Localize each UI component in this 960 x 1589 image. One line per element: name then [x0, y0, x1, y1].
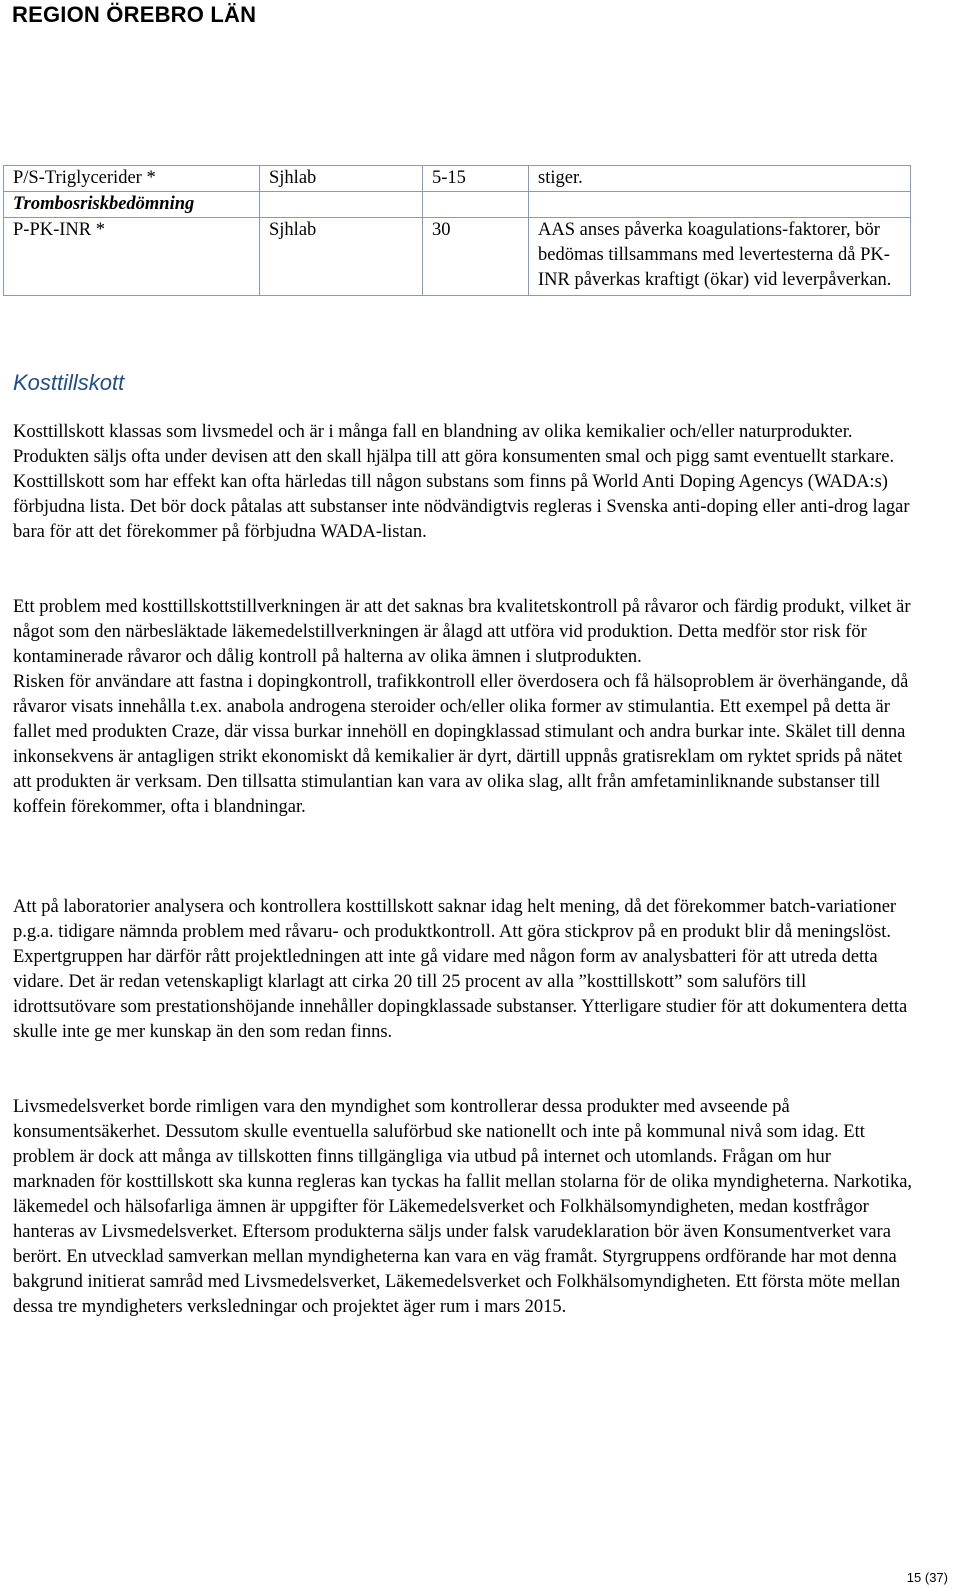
paragraph-1	[13, 420, 913, 545]
table-section-row	[4, 192, 911, 218]
page-number: 15 (37)	[906, 1570, 948, 1585]
table-row	[4, 166, 911, 192]
paragraph-text: Kosttillskott klassas som livsmedel och är i många fall en blandning av olika kemikalier och/eller naturprodukter. Produkten säljs ofta under devisen att den skall hjälpa till att göra konsumenten smal och pigg samt eventuellt starkare. Kosttillskott som har effekt kan ofta härledas till någon substans som finns på World Anti Doping Agencys (WADA:s) förbjudna lista. Det bör dock påtalas att substanser inte nödvändigtvis regleras i Svenska anti-doping eller anti-drog lagar bara för att det förekommer på förbjudna WADA-listan.	[13, 422, 910, 542]
lab-test-table	[3, 165, 911, 296]
empty-cell	[423, 192, 529, 218]
table-row	[4, 218, 911, 296]
time-cell: 30	[423, 218, 529, 296]
paragraph-3	[13, 895, 913, 1045]
comment-cell: stiger.	[529, 166, 911, 192]
time-cell: 5-15	[423, 166, 529, 192]
organization-header: REGION ÖREBRO LÄN	[12, 2, 257, 27]
paragraph-text: Ett problem med kosttillskottstillverkningen är att det saknas bra kvalitetskontroll på råvaror och färdig produkt, vilket är något som den närbesläktade läkemedelstillverkningen är ålagd att utföra vid produktion. Detta medför stor risk för kontaminerade råvaror och dålig kontroll på halterna av olika ämnen i slutprodukten.	[13, 597, 911, 667]
test-name-cell: P/S-Triglycerider *	[4, 166, 260, 192]
paragraph-text: Att på laboratorier analysera och kontrollera kosttillskott saknar idag helt mening, då det förekommer batch-variationer p.g.a. tidigare nämnda problem med råvaru- och produktkontroll. Att göra stickprov på en produkt blir då meningslöst. Expertgruppen har därför rått projektledningen att inte gå vidare med någon form av analysbatteri för att utreda detta vidare. Det är redan vetenskapligt klarlagt att cirka 20 till 25 procent av alla ”kosttillskott” som saluförs till idrottsutövare som prestationshöjande innehåller dopingklassade substanser. Ytterligare studier för att dokumentera detta skulle inte ge mer kunskap än den som redan finns.	[13, 897, 908, 1042]
section-heading: Kosttillskott	[13, 370, 125, 395]
paragraph-text: Livsmedelsverket borde rimligen vara den myndighet som kontrollerar dessa produkter med avseende på konsumentsäkerhet. Dessutom skulle eventuella saluförbud ske nationellt och inte på kommunal nivå som idag. Ett problem är dock att många av tillskotten finns tillgängliga via utbud på internet och utomlands. Frågan om hur marknaden för kosttillskott ska kunna regleras kan tyckas ha fallit mellan stolarna för de olika myndigheterna. Narkotika, läkemedel och hälsofarliga ämnen är uppgifter för Läkemedelsverket och Folkhälsomyndigheten, medan kostfrågor hanteras av Livsmedelsverket. Eftersom produkterna säljs under falsk varudeklaration bör även Konsumentverket vara berört. En utvecklad samverkan mellan myndigheterna kan vara en väg framåt. Styrgruppens ordförande har mot denna bakgrund initierat samråd med Livsmedelsverket, Läkemedelsverket och Folkhälsomyndigheten. Ett första möte mellan dessa tre myndigheters verksledningar och projektet äger rum i mars 2015.	[13, 1097, 913, 1317]
test-name-cell: P-PK-INR *	[4, 218, 260, 296]
comment-cell: AAS anses påverka koagulations-faktorer, bör bedömas tillsammans med levertesterna då PK-INR påverkas kraftigt (ökar) vid leverpåverkan.	[529, 218, 911, 296]
paragraph-4	[13, 1095, 913, 1320]
empty-cell	[260, 192, 423, 218]
lab-cell: Sjhlab	[260, 166, 423, 192]
lab-cell: Sjhlab	[260, 218, 423, 296]
paragraph-2	[13, 595, 913, 820]
paragraph-text: Risken för användare att fastna i dopingkontroll, trafikkontroll eller överdosera och få hälsoproblem är överhängande, då råvaror visats innehålla t.ex. anabola androgena steroider och/eller olika former av stimulantia. Ett exempel på detta är fallet med produkten Craze, där vissa burkar innehöll en dopingklassad stimulant och andra burkar inte. Skälet till denna inkonsekvens är antagligen strikt ekonomiskt då kemikalier är dyrt, därtill uppnås gratisreklam om ryktet sprids på nätet att produkten är verksam. Den tillsatta stimulantian kan vara av olika slag, allt från amfetaminliknande substanser till koffein förekommer, ofta i blandningar.	[13, 672, 909, 817]
empty-cell	[529, 192, 911, 218]
section-label-cell: Trombosriskbedömning	[4, 192, 260, 218]
